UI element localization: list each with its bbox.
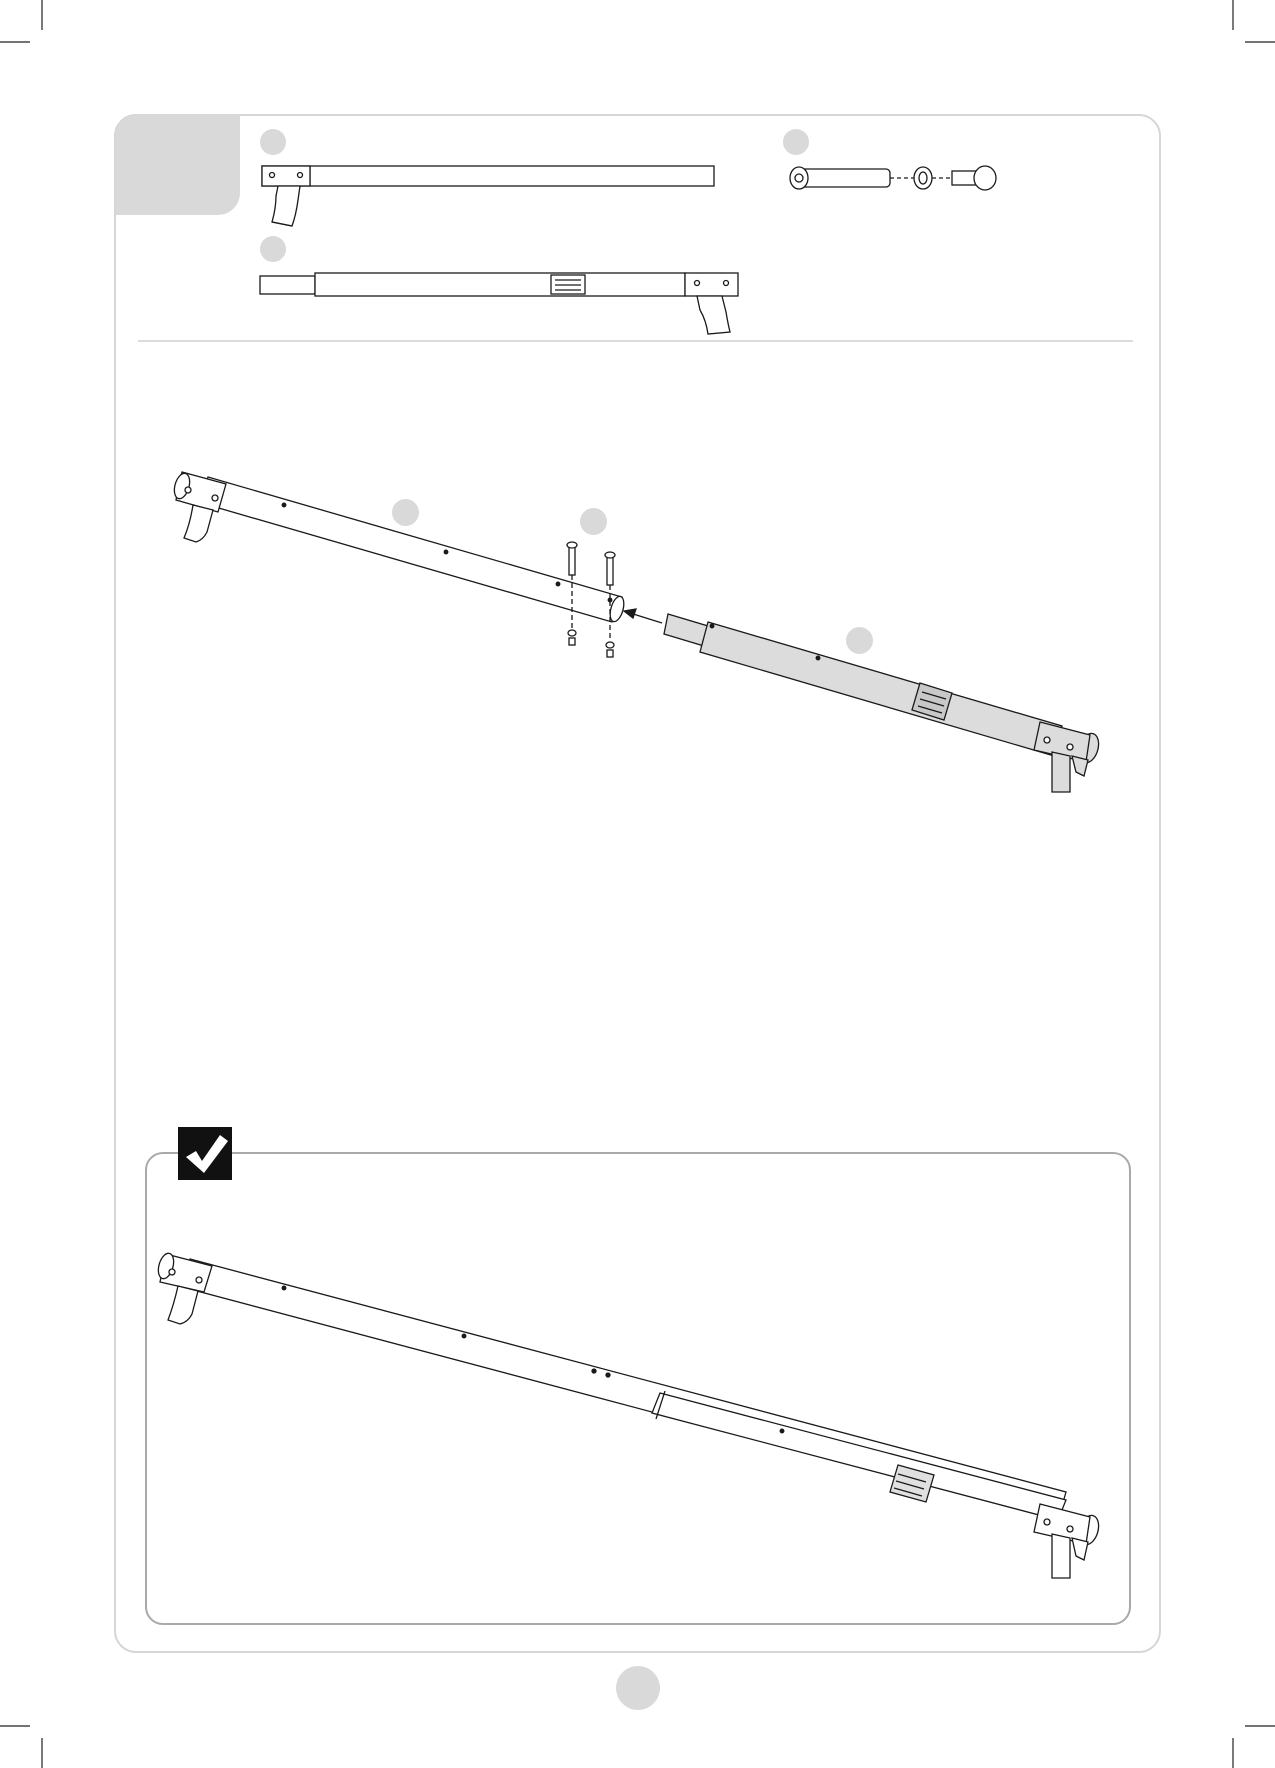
page-number-bubble xyxy=(616,1666,660,1710)
